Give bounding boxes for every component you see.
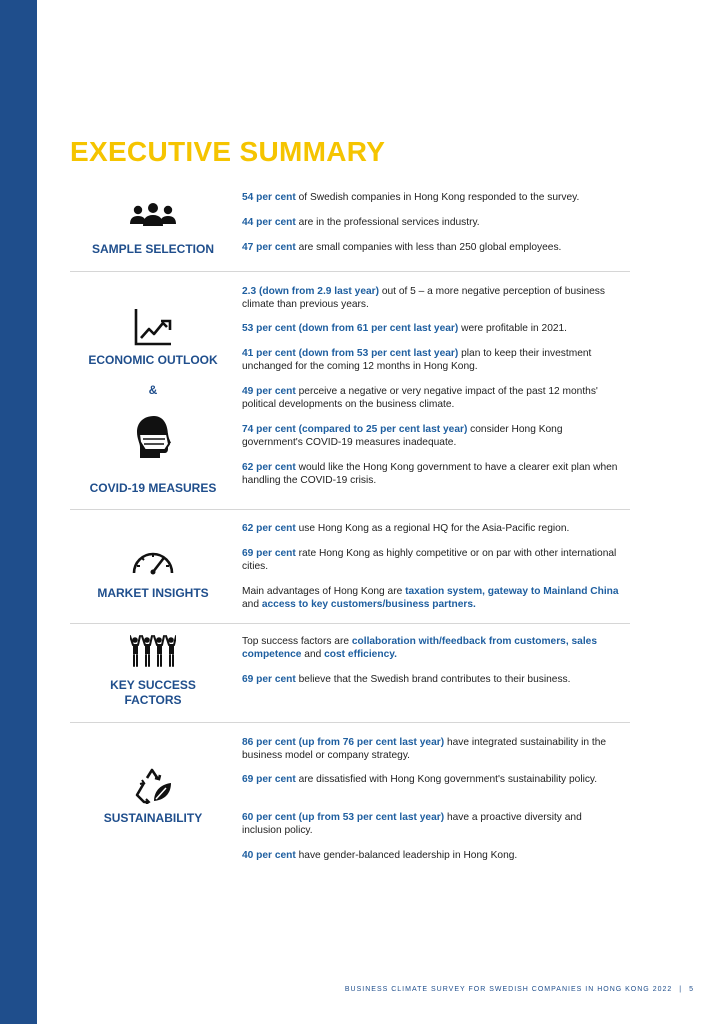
divider	[70, 271, 630, 272]
list-item: 40 per cent have gender-balanced leadership in Hong Kong.	[242, 850, 518, 861]
list-item: 60 per cent (up from 53 per cent last year) have a proactive diversity and inclusion policy.	[242, 812, 582, 836]
section-key-success	[70, 630, 630, 718]
people-group-icon	[130, 202, 176, 230]
list-item: 44 per cent are in the professional services industry.	[242, 217, 480, 228]
page-title: EXECUTIVE SUMMARY	[70, 136, 386, 167]
list-item: Top success factors are collaboration with/feedback from customers, sales competence and cost efficiency.	[242, 636, 597, 660]
divider	[70, 722, 630, 723]
list-item: 69 per cent are dissatisfied with Hong Kong government's sustainability policy.	[242, 774, 598, 785]
sustainability-label: SUSTAINABILITY	[103, 811, 203, 825]
page-number: 5	[689, 986, 694, 993]
line-chart-icon	[134, 308, 172, 346]
list-item: 62 per cent would like the Hong Kong government to have a clearer exit plan when handling the COVID-19 crisis.	[242, 462, 618, 486]
covid-measures-label: COVID-19 MEASURES	[89, 481, 217, 495]
section-market-insights	[70, 518, 630, 618]
speedometer-icon	[130, 549, 176, 575]
list-item: 86 per cent (up from 76 per cent last year) have integrated sustainability in the business model or company strategy.	[242, 737, 607, 761]
list-item: Main advantages of Hong Kong are taxation system, gateway to Mainland China and access to key customers/business partners.	[242, 586, 619, 610]
market-insights-label: MARKET INSIGHTS	[97, 586, 209, 600]
list-item: 41 per cent (down from 53 per cent last year) plan to keep their investment unchanged for the coming 12 months in Hong Kong.	[242, 348, 592, 372]
divider	[70, 509, 630, 510]
page-footer	[345, 986, 694, 993]
divider	[70, 623, 630, 624]
key-success-label: KEY SUCCESS FACTORS	[110, 678, 196, 707]
recycle-leaf-icon	[134, 768, 172, 804]
list-item: 69 per cent believe that the Swedish brand contributes to their business.	[242, 674, 571, 685]
face-mask-icon	[134, 414, 174, 460]
list-item: 69 per cent rate Hong Kong as highly competitive or on par with other international cities.	[242, 548, 617, 572]
team-cheering-icon	[130, 634, 176, 668]
section-economic-outlook	[70, 280, 630, 505]
list-item: 47 per cent are small companies with less than 250 global employees.	[242, 242, 562, 253]
list-item: 74 per cent (compared to 25 per cent last year) consider Hong Kong government's COVID-19 measures inadequate.	[242, 424, 563, 448]
section-sample-selection	[70, 188, 630, 268]
list-item: 54 per cent of Swedish companies in Hong Kong responded to the survey.	[242, 192, 580, 203]
footer-separator: |	[679, 986, 683, 993]
economic-outlook-label: ECONOMIC OUTLOOK	[88, 353, 218, 367]
section-sustainability	[70, 730, 630, 870]
list-item: 53 per cent (down from 61 per cent last year) were profitable in 2021.	[242, 323, 568, 334]
ampersand: &	[148, 383, 158, 397]
footer-title: BUSINESS CLIMATE SURVEY FOR SWEDISH COMPANIES IN HONG KONG 2022	[344, 986, 673, 993]
list-item: 2.3 (down from 2.9 last year) out of 5 – a more negative perception of business climate than previous years.	[242, 286, 605, 310]
list-item: 62 per cent use Hong Kong as a regional HQ for the Asia-Pacific region.	[242, 523, 570, 534]
list-item: 49 per cent perceive a negative or very negative impact of the past 12 months' political developments on the business climate.	[242, 386, 598, 410]
sample-selection-label: SAMPLE SELECTION	[91, 242, 214, 256]
side-bar	[0, 0, 37, 1024]
